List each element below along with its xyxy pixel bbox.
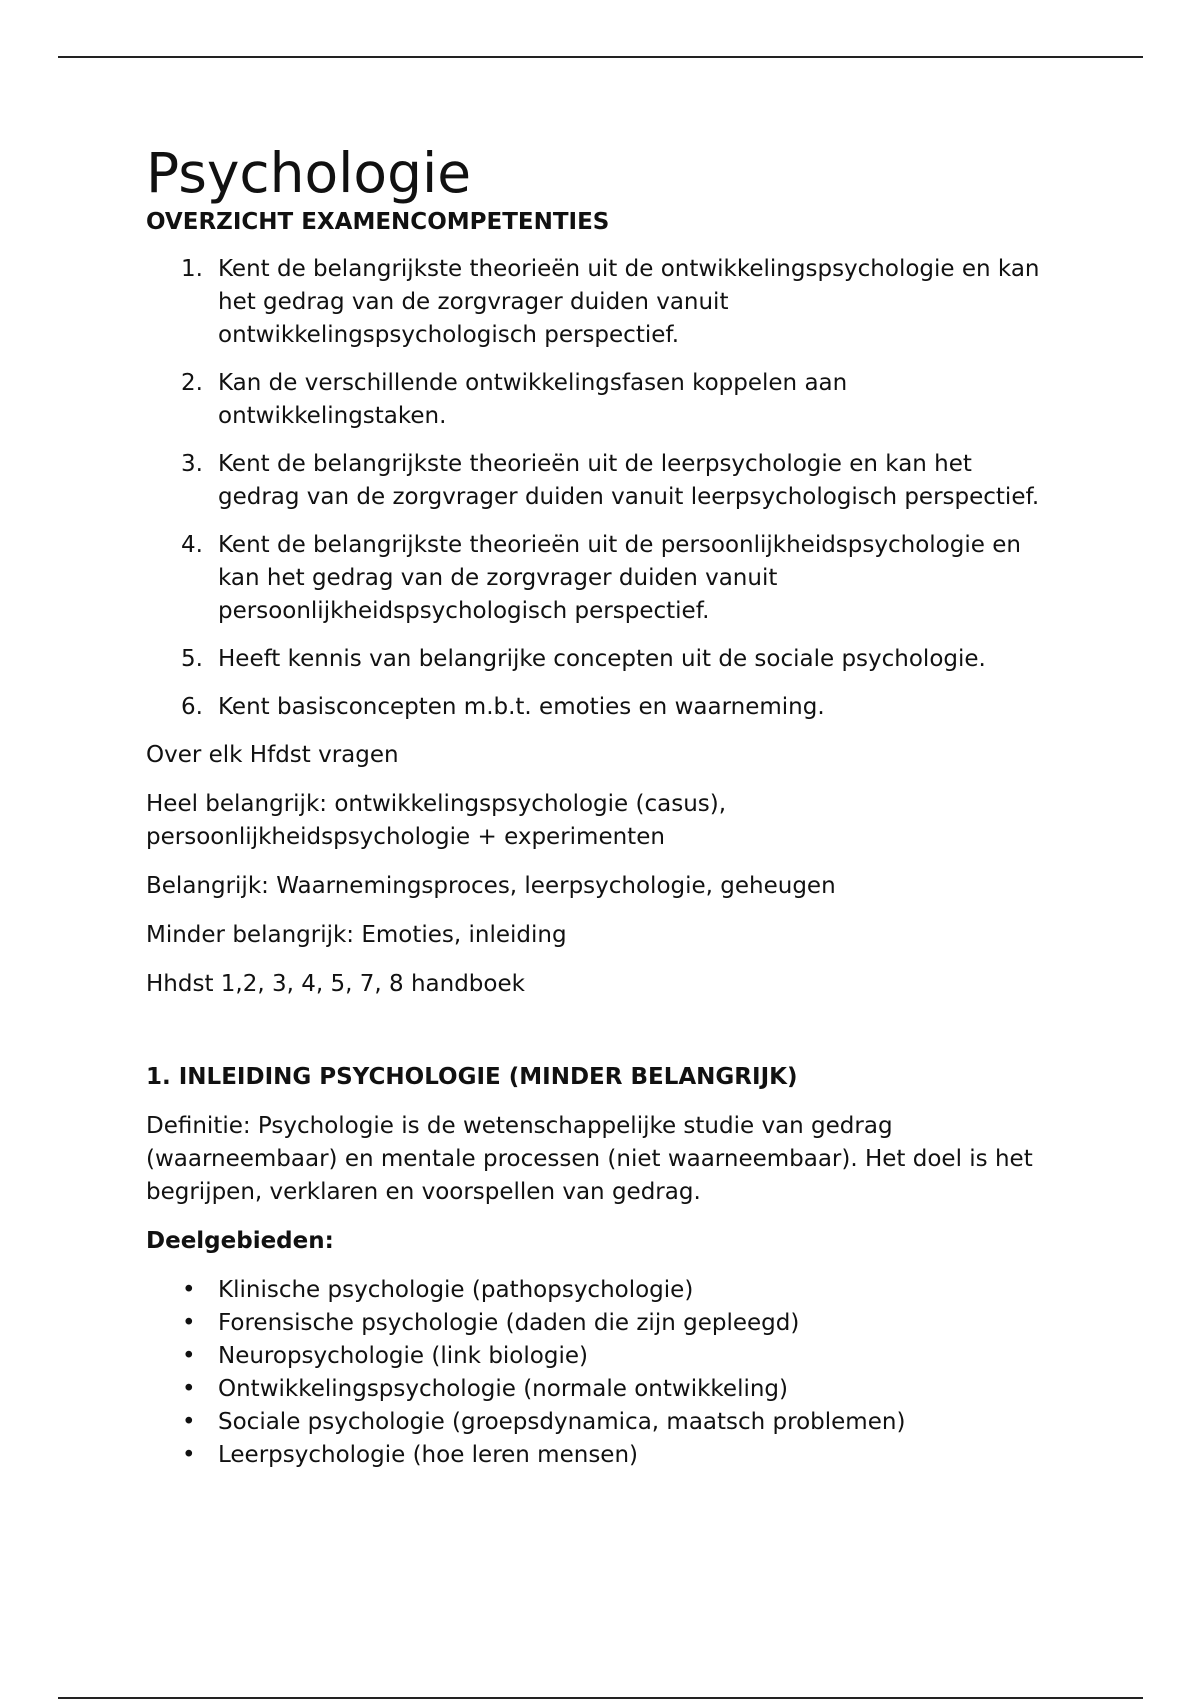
bottom-rule <box>58 1697 1143 1699</box>
subfield-text: Sociale psychologie (groepsdynamica, maatsch problemen) <box>218 1409 906 1435</box>
competence-text: Kent de belangrijkste theorieën uit de persoonlijkheidspsychologie en kan het gedrag van de zorgvrager duiden vanuit persoonlijkheidspsychologisch perspectief. <box>218 532 1021 624</box>
subfield-text: Leerpsychologie (hoe leren mensen) <box>218 1442 638 1468</box>
note-very-important: Heel belangrijk: ontwikkelingspsychologie (casus), persoonlijkheidspsychologie + experimenten <box>146 791 727 850</box>
competence-item <box>146 643 1046 676</box>
competence-number: 3. <box>181 451 203 477</box>
list-item <box>146 1439 1046 1472</box>
competence-item <box>146 448 1046 514</box>
subfield-text: Forensische psychologie (daden die zijn gepleegd) <box>218 1310 800 1336</box>
document-title: Psychologie <box>146 141 472 205</box>
bullet-icon: • <box>182 1442 196 1468</box>
list-item <box>146 1406 1046 1439</box>
list-item <box>146 1373 1046 1406</box>
note-less-important: Minder belangrijk: Emoties, inleiding <box>146 922 567 948</box>
competence-number: 5. <box>181 646 203 672</box>
bullet-icon: • <box>182 1343 196 1369</box>
subfield-text: Klinische psychologie (pathopsychologie) <box>218 1277 694 1303</box>
top-rule <box>58 56 1143 58</box>
subfield-text: Neuropsychologie (link biologie) <box>218 1343 588 1369</box>
bullet-icon: • <box>182 1376 196 1402</box>
competence-text: Kent de belangrijkste theorieën uit de ontwikkelingspsychologie en kan het gedrag van de zorgvrager duiden vanuit ontwikkelingspsychologisch perspectief. <box>218 256 1040 348</box>
section-heading-introduction: 1. INLEIDING PSYCHOLOGIE (MINDER BELANGRIJK) <box>146 1064 798 1090</box>
competence-number: 4. <box>181 532 203 558</box>
note-chapters-questions: Over elk Hfdst vragen <box>146 742 399 768</box>
competence-text: Kent de belangrijkste theorieën uit de leerpsychologie en kan het gedrag van de zorgvrager duiden vanuit leerpsychologisch perspectief. <box>218 451 1040 510</box>
competence-item <box>146 529 1046 628</box>
competence-item <box>146 253 1046 352</box>
definition-paragraph: Definitie: Psychologie is de wetenschappelijke studie van gedrag (waarneembaar) en mentale processen (niet waarneembaar). Het doel is het begrijpen, verklaren en voorspellen van gedrag. <box>146 1113 1033 1205</box>
competence-number: 2. <box>181 370 203 396</box>
competence-number: 1. <box>181 256 203 282</box>
subfields-heading: Deelgebieden: <box>146 1228 334 1254</box>
competences-heading: OVERZICHT EXAMENCOMPETENTIES <box>146 209 610 235</box>
document-body <box>146 140 1046 1472</box>
competence-number: 6. <box>181 694 203 720</box>
bullet-icon: • <box>182 1277 196 1303</box>
bullet-icon: • <box>182 1409 196 1435</box>
competence-text: Heeft kennis van belangrijke concepten uit de sociale psychologie. <box>218 646 986 672</box>
note-handbook-chapters: Hhdst 1,2, 3, 4, 5, 7, 8 handboek <box>146 971 525 997</box>
note-important: Belangrijk: Waarnemingsproces, leerpsychologie, geheugen <box>146 873 836 899</box>
competence-text: Kent basisconcepten m.b.t. emoties en waarneming. <box>218 694 825 720</box>
competences-list <box>146 253 1046 724</box>
subfield-text: Ontwikkelingspsychologie (normale ontwikkeling) <box>218 1376 789 1402</box>
subfields-list <box>146 1274 1046 1472</box>
competence-item <box>146 367 1046 433</box>
bullet-icon: • <box>182 1310 196 1336</box>
list-item <box>146 1274 1046 1307</box>
competence-item <box>146 691 1046 724</box>
list-item <box>146 1307 1046 1340</box>
competence-text: Kan de verschillende ontwikkelingsfasen koppelen aan ontwikkelingstaken. <box>218 370 848 429</box>
list-item <box>146 1340 1046 1373</box>
